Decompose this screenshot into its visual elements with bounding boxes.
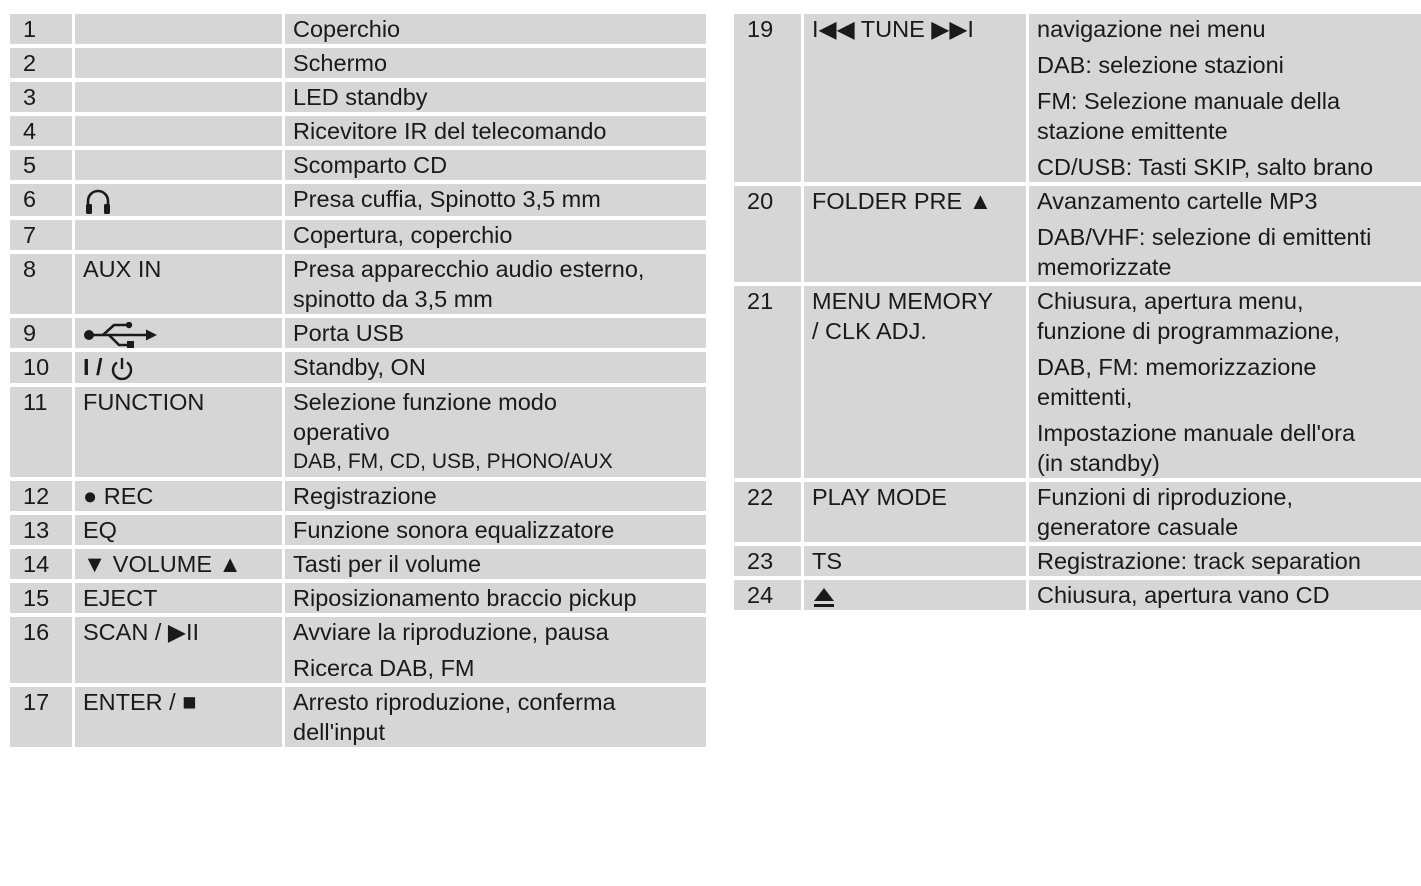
- item-number: 23: [734, 546, 801, 576]
- control-label: [75, 184, 282, 216]
- description-line: operativo: [293, 418, 390, 445]
- description-line: navigazione nei menu: [1037, 16, 1266, 42]
- description-line: Avviare la riproduzione, pausa: [293, 618, 609, 645]
- function-description: Funzione sonora equalizzatore: [285, 515, 706, 545]
- legend-row: [10, 14, 706, 44]
- function-description: Presa cuffia, Spinotto 3,5 mm: [285, 184, 706, 216]
- legend-row: [10, 481, 706, 511]
- legend-row: [10, 352, 706, 383]
- description-modes: DAB, FM, CD, USB, PHONO/AUX: [293, 449, 613, 473]
- legend-row: [10, 583, 706, 613]
- function-description: Registrazione: track separation: [1029, 546, 1421, 576]
- function-description: Coperchio: [285, 14, 706, 44]
- control-label-text: ENTER / ■: [83, 688, 197, 715]
- control-label-text: ● REC: [83, 482, 154, 509]
- function-description: [285, 387, 706, 477]
- control-label-text: TS: [812, 548, 843, 574]
- control-label: [75, 82, 282, 112]
- function-description: Ricevitore IR del telecomando: [285, 116, 706, 146]
- control-label: [75, 48, 282, 78]
- description-line: dell'input: [293, 718, 386, 745]
- control-label-text: FUNCTION: [83, 388, 205, 415]
- item-number: 5: [10, 150, 72, 180]
- item-number: 24: [734, 580, 801, 610]
- control-label-text: I /: [83, 353, 110, 380]
- control-label: [75, 549, 282, 579]
- description-line: Avanzamento cartelle MP3: [1037, 188, 1318, 214]
- item-number: 4: [10, 116, 72, 146]
- control-label: [75, 116, 282, 146]
- headphones-icon: [83, 186, 113, 216]
- control-label: [804, 580, 1026, 610]
- control-label-text: AUX IN: [83, 255, 162, 282]
- control-label: [804, 286, 1026, 478]
- legend-row: [10, 549, 706, 579]
- description-line: funzione di programmazione,: [1037, 318, 1341, 344]
- item-number: 12: [10, 481, 72, 511]
- control-label: [75, 254, 282, 314]
- function-description: [1029, 186, 1421, 282]
- item-number: 17: [10, 687, 72, 747]
- control-label-text: PLAY MODE: [812, 484, 947, 510]
- legend-row: [734, 546, 1421, 576]
- legend-row: [734, 14, 1421, 182]
- control-label-text: EJECT: [83, 584, 158, 611]
- description-line: DAB: selezione stazioni: [1037, 52, 1284, 78]
- control-label-text: EQ: [83, 516, 117, 543]
- item-number: 1: [10, 14, 72, 44]
- description-line: Ricerca DAB, FM: [293, 654, 475, 681]
- item-number: 9: [10, 318, 72, 348]
- description-line: generatore casuale: [1037, 514, 1239, 540]
- control-label-line: MENU MEMORY: [812, 288, 994, 314]
- legend-row: [10, 184, 706, 216]
- legend-row: [10, 150, 706, 180]
- function-description: Standby, ON: [285, 352, 706, 383]
- control-label-text: ▼ VOLUME ▲: [83, 550, 242, 577]
- control-label: [75, 14, 282, 44]
- item-number: 3: [10, 82, 72, 112]
- legend-row: [10, 617, 706, 683]
- function-description: Riposizionamento braccio pickup: [285, 583, 706, 613]
- control-label: [75, 515, 282, 545]
- item-number: 11: [10, 387, 72, 477]
- description-line: Impostazione manuale dell'ora (in standby): [1037, 420, 1356, 476]
- control-label: [804, 482, 1026, 542]
- function-description: Tasti per il volume: [285, 549, 706, 579]
- item-number: 7: [10, 220, 72, 250]
- legend-row: [10, 318, 706, 348]
- function-description: [1029, 286, 1421, 478]
- eject-icon: [812, 585, 836, 609]
- function-description: Scomparto CD: [285, 150, 706, 180]
- legend-row: [734, 580, 1421, 610]
- control-label: [75, 481, 282, 511]
- control-label-text: I◀◀ TUNE ▶▶I: [812, 16, 974, 42]
- description-line: CD/USB: Tasti SKIP, salto brano: [1037, 154, 1374, 180]
- description-line: Arresto riproduzione, conferma: [293, 688, 616, 715]
- usb-icon: [83, 322, 157, 348]
- function-description: Copertura, coperchio: [285, 220, 706, 250]
- function-description: [285, 617, 706, 683]
- function-description: [1029, 482, 1421, 542]
- legend-row: [10, 220, 706, 250]
- control-label: [75, 617, 282, 683]
- function-description: [285, 254, 706, 314]
- description-line: Presa apparecchio audio esterno,: [293, 255, 645, 282]
- control-label: [804, 14, 1026, 182]
- control-label: [75, 220, 282, 250]
- legend-row: [10, 48, 706, 78]
- control-label-text: FOLDER PRE ▲: [812, 188, 992, 214]
- control-label: [804, 186, 1026, 282]
- control-label: [75, 150, 282, 180]
- power-icon: [109, 355, 135, 383]
- item-number: 8: [10, 254, 72, 314]
- function-description: Registrazione: [285, 481, 706, 511]
- legend-table-left: [7, 10, 709, 751]
- description-line: FM: Selezione manuale della stazione emittente: [1037, 88, 1341, 144]
- control-label: [75, 352, 282, 383]
- description-line: Chiusura, apertura menu,: [1037, 288, 1304, 314]
- legend-table-right: [731, 10, 1421, 614]
- item-number: 14: [10, 549, 72, 579]
- item-number: 2: [10, 48, 72, 78]
- legend-row: [734, 286, 1421, 478]
- function-description: [1029, 14, 1421, 182]
- function-description: [285, 687, 706, 747]
- description-line: Selezione funzione modo: [293, 388, 557, 415]
- item-number: 16: [10, 617, 72, 683]
- legend-row: [10, 82, 706, 112]
- item-number: 20: [734, 186, 801, 282]
- description-line: DAB, FM: memorizzazione emittenti,: [1037, 354, 1317, 410]
- control-label-line: / CLK ADJ.: [812, 318, 927, 344]
- function-description: Porta USB: [285, 318, 706, 348]
- legend-row: [734, 482, 1421, 542]
- legend-row: [10, 116, 706, 146]
- item-number: 21: [734, 286, 801, 478]
- control-label: [75, 318, 282, 348]
- control-label: [804, 546, 1026, 576]
- legend-row: [10, 254, 706, 314]
- legend-row: [10, 687, 706, 747]
- legend-row: [10, 515, 706, 545]
- description-line: spinotto da 3,5 mm: [293, 285, 493, 312]
- function-description: LED standby: [285, 82, 706, 112]
- function-description: Schermo: [285, 48, 706, 78]
- function-description: Chiusura, apertura vano CD: [1029, 580, 1421, 610]
- legend-row: [734, 186, 1421, 282]
- item-number: 19: [734, 14, 801, 182]
- item-number: 6: [10, 184, 72, 216]
- description-line: DAB/VHF: selezione di emittenti memorizzate: [1037, 224, 1372, 280]
- control-label: [75, 387, 282, 477]
- item-number: 10: [10, 352, 72, 383]
- item-number: 22: [734, 482, 801, 542]
- control-label: [75, 687, 282, 747]
- description-line: Funzioni di riproduzione,: [1037, 484, 1294, 510]
- control-label: [75, 583, 282, 613]
- control-label-text: SCAN / ▶II: [83, 618, 200, 645]
- legend-row: [10, 387, 706, 477]
- item-number: 13: [10, 515, 72, 545]
- item-number: 15: [10, 583, 72, 613]
